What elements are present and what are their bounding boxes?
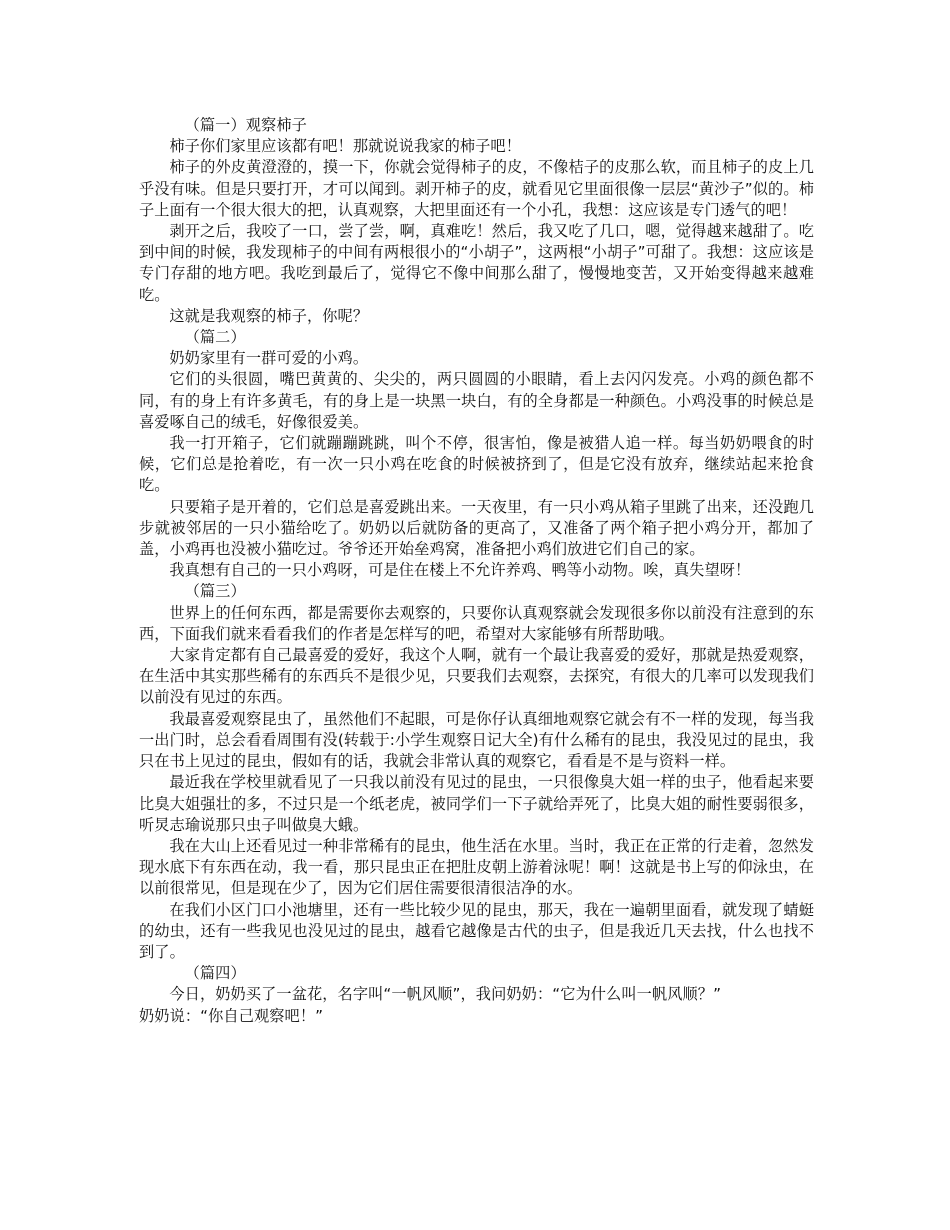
section-heading-4: （篇四） [184, 964, 246, 983]
paragraph: 世界上的任何东西，都是需要你去观察的，只要你认真观察就会发现很多你以前没有注意到的东西，下面我们就来看看我们的作者是怎样写的吧，希望对大家能够有所帮助哦。 [139, 603, 814, 643]
paragraph: 今日，奶奶买了一盆花，名字叫“一帆风顺”，我问奶奶：“它为什么叫一帆风顺？” [169, 985, 722, 1004]
paragraph: 柿子的外皮黄澄澄的，摸一下，你就会觉得柿子的皮，不像桔子的皮那么软，而且柿子的皮上几乎没有味。但是只要打开，才可以闻到。剥开柿子的皮，就看见它里面很像一层层“黄沙子”似的。柿子上面有一个很大很大的把，认真观察，大把里面还有一个小孔，我想：这应该是专门透气的吧！ [139, 158, 814, 219]
paragraph: 在我们小区门口小池塘里，还有一些比较少见的昆虫，那天，我在一遍朝里面看，就发现了蜻蜓的幼虫，还有一些我见也没见过的昆虫，越看它越像是古代的虫子，但是我近几天去找，什么也找不到了。 [139, 900, 814, 961]
paragraph: 奶奶说：“你自己观察吧！” [139, 1006, 324, 1025]
paragraph: 剥开之后，我咬了一口，尝了尝，啊，真难吃！然后，我又吃了几口，嗯，觉得越来越甜了。吃到中间的时候，我发现柿子的中间有两根很小的“小胡子”，这两根“小胡子”可甜了。我想：这应该是专门存甜的地方吧。我吃到最后了，觉得它不像中间那么甜了，慢慢地变苦，又开始变得越来越难吃。 [139, 222, 814, 304]
paragraph: 它们的头很圆，嘴巴黄黄的、尖尖的，两只圆圆的小眼睛，看上去闪闪发亮。小鸡的颜色都不同，有的身上有许多黄毛，有的身上是一块黑一块白，有的全身都是一种颜色。小鸡没事的时候总是喜爱啄自己的绒毛，好像很爱美。 [139, 370, 814, 431]
paragraph: 我真想有自己的一只小鸡呀，可是住在楼上不允许养鸡、鸭等小动物。唉，真失望呀！ [169, 561, 751, 580]
paragraph: 这就是我观察的柿子，你呢？ [169, 306, 369, 325]
paragraph: 奶奶家里有一群可爱的小鸡。 [169, 349, 369, 368]
paragraph: 我一打开箱子，它们就蹦蹦跳跳，叫个不停，很害怕，像是被猎人追一样。每当奶奶喂食的时候，它们总是抢着吃，有一次一只小鸡在吃食的时候被挤到了，但是它没有放弃，继续站起来抢食吃。 [139, 434, 814, 495]
paragraph: 只要箱子是开着的，它们总是喜爱跳出来。一天夜里，有一只小鸡从箱子里跳了出来，还没跑几步就被邻居的一只小猫给吃了。奶奶以后就防备的更高了，又准备了两个箱子把小鸡分开，都加了盖，小鸡再也没被小猫吃过。爷爷还开始垒鸡窝，准备把小鸡们放进它们自己的家。 [139, 497, 814, 559]
paragraph: 大家肯定都有自己最喜爱的爱好，我这个人啊，就有一个最让我喜爱的爱好，那就是热爱观察，在生活中其实那些稀有的东西兵不是很少见，只要我们去观察，去探究，有很大的几率可以发现我们以前没有见过的东西。 [139, 646, 814, 707]
paragraph: 我最喜爱观察昆虫了，虽然他们不起眼，可是你仔认真细地观察它就会有不一样的发现，每当我一出门时，总会看看周围有没(转载于:小学生观察日记大全)有什么稀有的昆虫，我没见过的昆虫，我只在书上见过的昆虫，假如有的话，我就会非常认真的观察它，看看是不是与资料一样。 [139, 709, 814, 771]
paragraph: 我在大山上还看见过一种非常稀有的昆虫，他生活在水里。当时，我正在正常的行走着，忽然发现水底下有东西在动，我一看，那只昆虫正在把肚皮朝上游着泳呢！啊！这就是书上写的仰泳虫，在以前很常见，但是现在少了，因为它们居住需要很清很洁净的水。 [139, 836, 814, 898]
section-heading-3: （篇三） [184, 582, 246, 601]
section-heading-1: （篇一）观察柿子 [184, 116, 307, 134]
document-body [139, 115, 814, 1027]
section-heading-2: （篇二） [184, 328, 246, 347]
paragraph: 柿子你们家里应该都有吧！那就说说我家的柿子吧！ [169, 137, 522, 156]
paragraph: 最近我在学校里就看见了一只我以前没有见过的昆虫，一只很像臭大姐一样的虫子，他看起来要比臭大姐强壮的多，不过只是一个纸老虎，被同学们一下子就给弄死了，比臭大姐的耐性要弱很多，听炅志瑜说那只虫子叫做臭大蛾。 [139, 773, 814, 834]
